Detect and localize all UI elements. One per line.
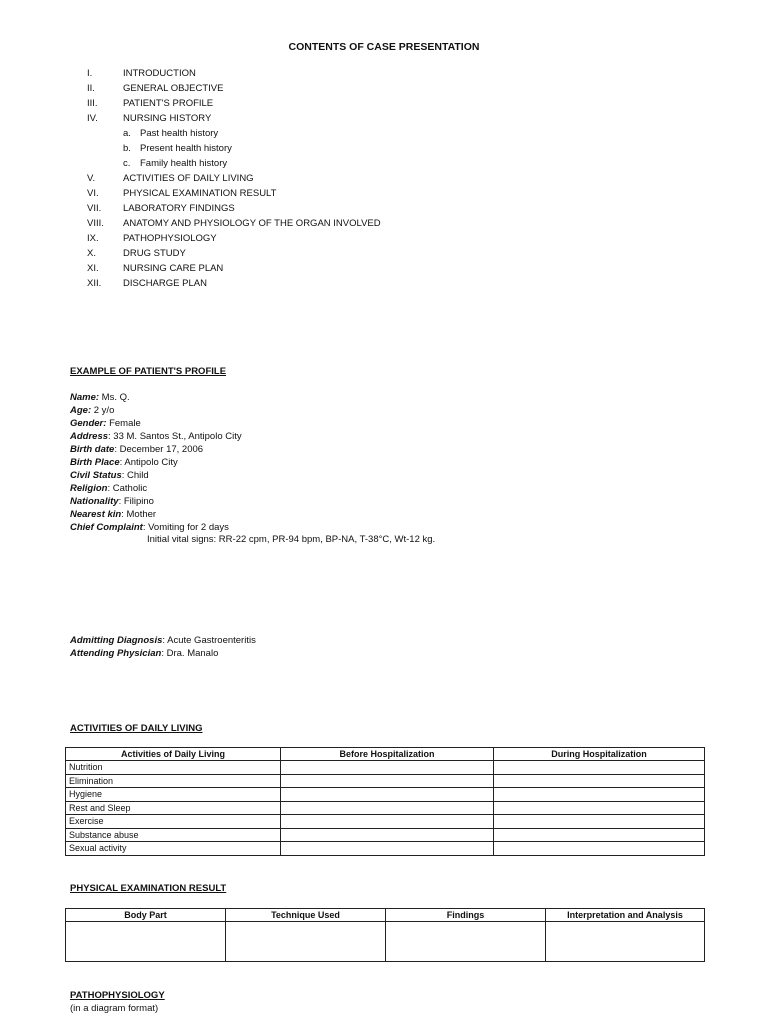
field-key: Civil Status: [70, 470, 122, 481]
table-row: [66, 842, 705, 856]
field-key: Nationality: [70, 496, 119, 507]
toc-label: PATHOPHYSIOLOGY: [123, 233, 217, 244]
toc-number: XI.: [87, 263, 99, 274]
physical-exam-table: [65, 908, 705, 962]
field-key: Chief Complaint: [70, 522, 143, 533]
toc-label: Present health history: [140, 143, 232, 154]
table-row: [66, 761, 705, 775]
toc-number: VII.: [87, 203, 102, 214]
adl-table: [65, 747, 705, 856]
toc-label: DISCHARGE PLAN: [123, 278, 207, 289]
field-value: : Filipino: [118, 496, 154, 507]
adl-heading: ACTIVITIES OF DAILY LIVING: [70, 723, 203, 734]
table-cell: [494, 774, 705, 788]
toc-item: [87, 231, 587, 246]
table-row: [66, 788, 705, 802]
toc-number: IX.: [87, 233, 99, 244]
pathophysiology-note: (in a diagram format): [70, 1003, 159, 1014]
toc-number: II.: [87, 83, 95, 94]
table-cell: [281, 774, 494, 788]
toc-label: Past health history: [140, 128, 219, 139]
field-value: Female: [106, 418, 141, 429]
toc-number: V.: [87, 173, 96, 184]
toc-number: VIII.: [87, 218, 104, 229]
toc-label: LABORATORY FINDINGS: [123, 203, 235, 214]
attending-physician: [70, 647, 218, 660]
toc-item: [87, 216, 587, 231]
table-header-row: [66, 909, 705, 922]
toc-number: XII.: [87, 278, 102, 289]
toc-number: III.: [87, 98, 98, 109]
table-cell: [281, 828, 494, 842]
toc-label: ANATOMY AND PHYSIOLOGY OF THE ORGAN INVOLVED: [123, 218, 381, 229]
field-key: Address: [70, 431, 109, 442]
toc-item: [87, 261, 587, 276]
physical-exam-heading: PHYSICAL EXAMINATION RESULT: [70, 883, 227, 894]
toc-label: NURSING HISTORY: [123, 113, 212, 124]
profile-field: [70, 482, 147, 495]
table-cell: [226, 922, 386, 962]
table-cell: [281, 761, 494, 775]
table-cell: [494, 801, 705, 815]
profile-field: [70, 456, 178, 469]
field-key: Admitting Diagnosis: [70, 635, 163, 646]
profile-field: [70, 443, 203, 456]
table-cell: [494, 761, 705, 775]
toc-label: Family health history: [140, 158, 228, 169]
activity-label: Hygiene: [66, 788, 281, 802]
profile-field: [70, 495, 154, 508]
toc-item: [87, 186, 587, 201]
table-cell: [494, 828, 705, 842]
toc-item: [87, 276, 587, 291]
table-cell: [281, 815, 494, 829]
field-value: : December 17, 2006: [114, 444, 204, 455]
table-cell: [386, 922, 546, 962]
column-header: Interpretation and Analysis: [546, 909, 705, 922]
field-value: : Antipolo City: [119, 457, 178, 468]
field-key: Name:: [70, 392, 100, 403]
toc-subitem: [87, 126, 587, 141]
activity-label: Exercise: [66, 815, 281, 829]
activity-label: Nutrition: [66, 761, 281, 775]
toc-label: NURSING CARE PLAN: [123, 263, 224, 274]
column-header: Technique Used: [226, 909, 386, 922]
toc-label: PHYSICAL EXAMINATION RESULT: [123, 188, 277, 199]
profile-field: [70, 404, 114, 417]
field-value: : Mother: [121, 509, 157, 520]
page-title: CONTENTS OF CASE PRESENTATION: [288, 41, 480, 53]
table-header-row: [66, 748, 705, 761]
field-value: : Child: [121, 470, 149, 481]
field-value: Ms. Q.: [99, 392, 130, 403]
table-cell: [546, 922, 705, 962]
table-cell: [281, 788, 494, 802]
column-header: Before Hospitalization: [281, 748, 494, 761]
field-key: Age:: [70, 405, 92, 416]
toc-number: c.: [123, 158, 131, 169]
table-row: [66, 801, 705, 815]
toc-number: b.: [123, 143, 131, 154]
toc-item: [87, 171, 587, 186]
profile-heading: EXAMPLE OF PATIENT'S PROFILE: [70, 366, 227, 377]
field-value: 2 y/o: [91, 405, 115, 416]
vital-signs: Initial vital signs: RR-22 cpm, PR-94 bpm, BP-NA, T-38°C, Wt-12 kg.: [147, 534, 436, 545]
field-value: : 33 M. Santos St., Antipolo City: [108, 431, 242, 442]
profile-field: [70, 469, 149, 482]
toc-number: IV.: [87, 113, 98, 124]
toc-label: ACTIVITIES OF DAILY LIVING: [123, 173, 254, 184]
toc-label: GENERAL OBJECTIVE: [123, 83, 224, 94]
field-key: Nearest kin: [70, 509, 122, 520]
toc-number: VI.: [87, 188, 99, 199]
table-row: [66, 922, 705, 962]
toc-item: [87, 66, 587, 81]
profile-field: [70, 417, 141, 430]
field-key: Birth Place: [70, 457, 120, 468]
table-cell: [281, 842, 494, 856]
field-key: Attending Physician: [70, 648, 162, 659]
toc-label: DRUG STUDY: [123, 248, 186, 259]
toc-number: X.: [87, 248, 96, 259]
toc-label: INTRODUCTION: [123, 68, 196, 79]
toc-subitem: [87, 141, 587, 156]
table-row: [66, 815, 705, 829]
toc-item: [87, 201, 587, 216]
table-cell: [494, 815, 705, 829]
column-header: Findings: [386, 909, 546, 922]
table-cell: [494, 788, 705, 802]
toc-number: a.: [123, 128, 131, 139]
profile-field: [70, 391, 130, 404]
column-header: Body Part: [66, 909, 226, 922]
table-of-contents: [87, 66, 587, 291]
activity-label: Sexual activity: [66, 842, 281, 856]
column-header: Activities of Daily Living: [66, 748, 281, 761]
table-row: [66, 828, 705, 842]
field-key: Gender:: [70, 418, 107, 429]
field-key: Birth date: [70, 444, 115, 455]
toc-subitem: [87, 156, 587, 171]
field-value: : Catholic: [107, 483, 148, 494]
activity-label: Elimination: [66, 774, 281, 788]
toc-label: PATIENT'S PROFILE: [123, 98, 214, 109]
table-cell: [281, 801, 494, 815]
field-value: : Acute Gastroenteritis: [162, 635, 256, 646]
table-row: [66, 774, 705, 788]
field-value: : Dra. Manalo: [161, 648, 219, 659]
toc-item: [87, 111, 587, 126]
field-value: : Vomiting for 2 days: [142, 522, 229, 533]
pathophysiology-heading: PATHOPHYSIOLOGY: [70, 990, 165, 1001]
admitting-diagnosis: [70, 634, 256, 647]
table-cell: [494, 842, 705, 856]
field-key: Religion: [70, 483, 108, 494]
toc-item: [87, 246, 587, 261]
column-header: During Hospitalization: [494, 748, 705, 761]
profile-field: [70, 430, 242, 443]
activity-label: Substance abuse: [66, 828, 281, 842]
toc-item: [87, 96, 587, 111]
table-cell: [66, 922, 226, 962]
activity-label: Rest and Sleep: [66, 801, 281, 815]
profile-field: [70, 508, 156, 521]
toc-item: [87, 81, 587, 96]
toc-number: I.: [87, 68, 93, 79]
profile-field: [70, 521, 229, 534]
